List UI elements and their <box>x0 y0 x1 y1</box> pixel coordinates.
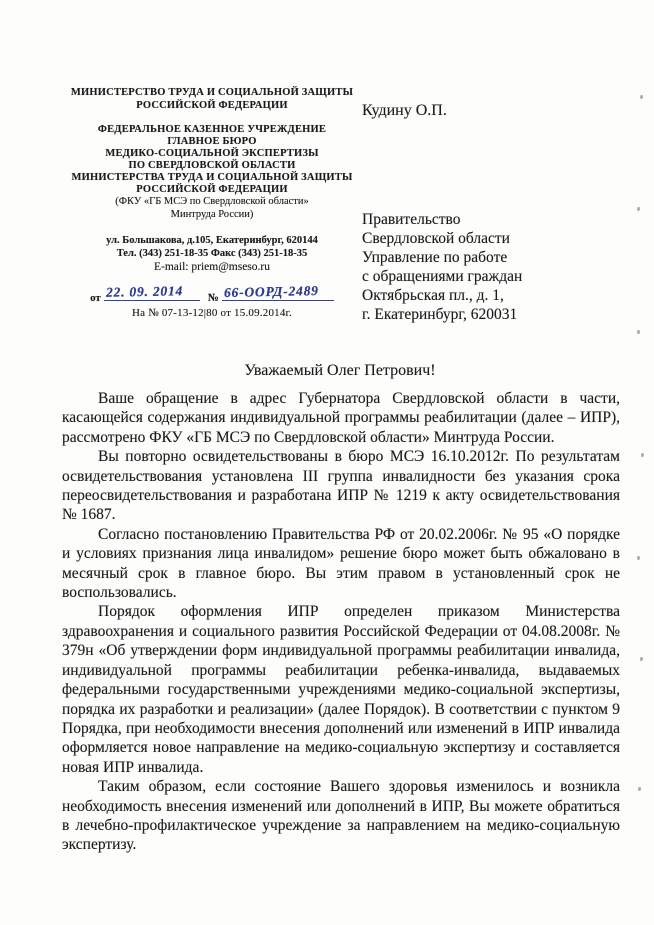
outgoing-reference-row <box>58 283 366 304</box>
scan-artifact-dot <box>640 95 643 99</box>
letterhead <box>58 87 366 319</box>
phone-fax: Тел. (343) 251-18-35 Факс (343) 251-18-35 <box>116 248 308 259</box>
destination-line: Октябрьская пл., д. 1, <box>362 287 504 304</box>
outgoing-number-line <box>222 283 334 301</box>
salutation: Уважаемый Олег Петрович! <box>244 362 436 379</box>
letterhead-line: МИНИСТЕРСТВО ТРУДА И СОЦИАЛЬНОЙ ЗАЩИТЫ <box>70 87 354 98</box>
destination-line: г. Екатеринбург, 620031 <box>362 306 518 323</box>
addressee-name: Кудину О.П. <box>362 102 447 119</box>
body-paragraph: Ваше обращение в адрес Губернатора Свердловской области в части, касающейся содержания индивидуальной программы реабилитации (далее – ИПР), рассмотрено ФКУ «ГБ МСЭ по Свердловской области» Минтруда России. <box>62 390 620 446</box>
letterhead-line: Минтруда России) <box>170 208 254 220</box>
scan-artifact-dot <box>641 453 644 457</box>
letterhead-abbreviation <box>58 196 366 221</box>
body-paragraph: Согласно постановлению Правительства РФ от 20.02.2006г. № 95 «О порядке и условиях признания лица инвалидом» решение бюро может быть обжаловано в месячный срок в главное бюро. Вы этим правом в установленный срок не воспользовались. <box>62 525 620 602</box>
number-label: № <box>207 292 219 304</box>
scan-artifact-dot <box>640 657 643 661</box>
incoming-reference-line: На № 07-13-12|80 от 15.09.2014г. <box>132 307 292 319</box>
letterhead-line: (ФКУ «ГБ МСЭ по Свердловской области» <box>115 196 309 207</box>
letterhead-line: РОССИЙСКОЙ ФЕДЕРАЦИИ <box>136 184 288 195</box>
destination-line: с обращениями граждан <box>362 268 523 285</box>
letterhead-line: МИНИСТЕРСТВА ТРУДА И СОЦИАЛЬНОЙ ЗАЩИТЫ <box>71 172 353 183</box>
handwritten-number: 66-ООРД-2489 <box>223 283 319 300</box>
destination-address <box>362 210 522 324</box>
letterhead-line: ПО СВЕРДЛОВСКОЙ ОБЛАСТИ <box>128 160 296 171</box>
letterhead-contacts <box>58 234 366 274</box>
scan-artifact-dot <box>637 330 640 334</box>
letterhead-ministry <box>58 87 366 112</box>
scan-artifact-dot <box>637 207 640 211</box>
destination-line: Свердловской области <box>362 230 510 247</box>
letterhead-line: ФЕДЕРАЛЬНОЕ КАЗЕННОЕ УЧРЕЖДЕНИЕ <box>97 124 327 135</box>
handwritten-date: 22. 09. 2014 <box>105 283 184 300</box>
scan-artifact-dot <box>638 787 641 791</box>
letterhead-line: РОССИЙСКОЙ ФЕДЕРАЦИИ <box>136 99 288 111</box>
body-paragraph: Таким образом, если состояние Вашего здоровья изменилось и возникла необходимость внесения изменений или дополнений в ИПР, Вы можете обратиться в лечебно-профилактическое учреждение за направлением на медико-социальную экспертизу. <box>62 778 620 854</box>
from-label: от <box>90 292 101 304</box>
street-address: ул. Большакова, д.105, Екатеринбург, 620144 <box>106 235 318 246</box>
outgoing-date-line <box>104 283 200 301</box>
scan-artifact-dot <box>637 556 640 560</box>
letterhead-institution <box>58 124 366 196</box>
letterhead-line: ГЛАВНОЕ БЮРО <box>167 136 257 147</box>
destination-line: Правительство <box>362 211 461 228</box>
letter-body <box>62 389 620 855</box>
body-paragraph: Порядок оформления ИПР определен приказом Министерства здравоохранения и социального развития Российской Федерации от 04.08.2008г. № 379н «Об утверждении форм индивидуальной программы реабилитации инвалида, индивидуальной программы реабилитации ребенка-инвалида, выдаваемых федеральными государственными учреждениями медико-социальной экспертизы, порядка их разработки и реализации» (далее Порядок). В соответствии с пунктом 9 Порядка, при необходимости внесения дополнений или изменений в ИПР инвалида оформляется новое направление на медико-социальную экспертизу и составляется новая ИПР инвалида. <box>62 603 620 776</box>
letterhead-line: МЕДИКО-СОЦИАЛЬНОЙ ЭКСПЕРТИЗЫ <box>105 148 319 159</box>
destination-line: Управление по работе <box>362 249 508 266</box>
body-paragraph: Вы повторно освидетельствованы в бюро МСЭ 16.10.2012г. По результатам освидетельствования установлена III группа инвалидности без указания срока переосвидетельствования и разработана ИПР № 1219 к акту освидетельствования № 1687. <box>62 448 620 524</box>
email: E-mail: priem@mseso.ru <box>154 261 270 273</box>
